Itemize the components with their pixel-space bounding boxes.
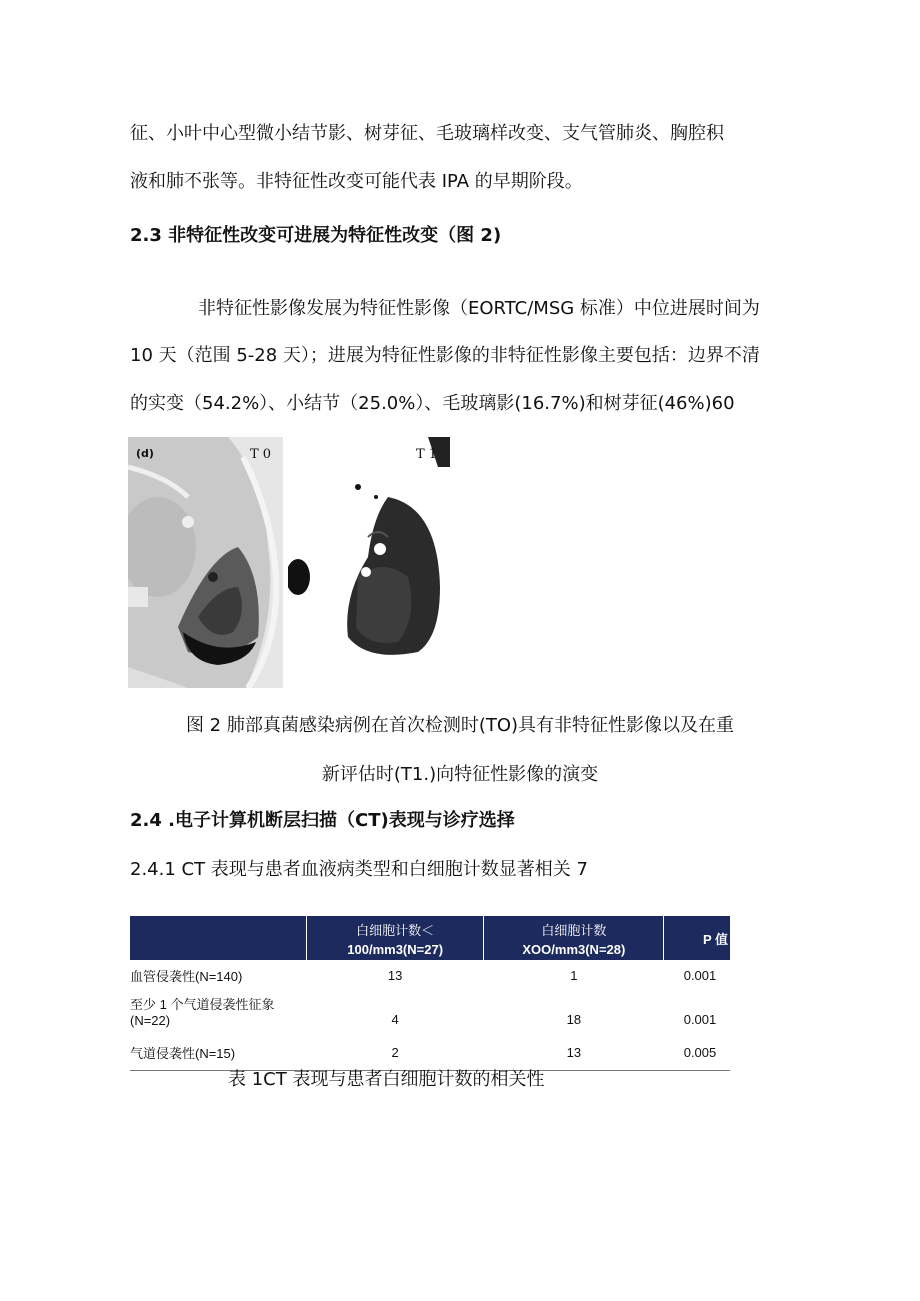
- row-label: 气道侵袭性(N=15): [130, 1036, 306, 1070]
- ct-scan-t0-drawing: [128, 437, 283, 688]
- table-row: [130, 990, 730, 1036]
- paragraph-line: 非特征性影像发展为特征性影像（EORTC/MSG 标准）中位进展时间为: [198, 298, 760, 319]
- panel-label: (d): [136, 447, 154, 460]
- row-label: 至少 1 个气道侵袭性征象 (N=22): [130, 997, 275, 1028]
- section-heading-2-4-1: 2.4.1 CT 表现与患者血液病类型和白细胞计数显著相关 7: [130, 859, 588, 880]
- paragraph-line: 液和肺不张等。非特征性改变可能代表 IPA 的早期阶段。: [130, 171, 583, 192]
- paragraph-line: 10 天（范围 5-28 天）；进展为特征性影像的非特征性影像主要包括：边界不清: [130, 345, 760, 366]
- section-heading-2-4: 2.4 .电子计算机断层扫描（CT)表现与诊疗选择: [130, 810, 515, 831]
- row-value-low: 4: [391, 1011, 399, 1027]
- table-row: [130, 960, 730, 990]
- table-header-label: [130, 916, 306, 960]
- table-header-high-wbc: 白细胞计数 XOO/mm3(N=28): [484, 916, 664, 960]
- row-value-low: 13: [387, 967, 403, 983]
- table-header-p-value: P 值: [664, 916, 730, 960]
- row-value-low: 2: [306, 1036, 484, 1070]
- time-label-t1: T 1: [416, 447, 438, 462]
- figure-caption-line1: 图 2 肺部真菌感染病例在首次检测时(TO)具有非特征性影像以及在重: [185, 715, 735, 736]
- figure-caption-line2: 新评估时(T1.)向特征性影像的演变: [321, 764, 599, 785]
- paragraph-line: 征、小叶中心型微小结节影、树芽征、毛玻璃样改变、支气管肺炎、胸腔积: [130, 123, 724, 144]
- row-value-high: 13: [484, 1036, 664, 1070]
- table-caption: 表 1CT 表现与患者白细胞计数的相关性: [228, 1069, 545, 1090]
- ct-image-t1: [288, 437, 450, 688]
- row-p-value: 0.001: [683, 967, 717, 983]
- table-row: [130, 1036, 730, 1070]
- row-p-value: 0.001: [683, 1011, 717, 1027]
- ct-figure: [128, 437, 450, 688]
- table-header-low-wbc: 白细胞计数＜ 100/mm3(N=27): [306, 916, 484, 960]
- row-value-high: 1: [570, 967, 578, 983]
- wbc-ct-table: [130, 916, 730, 1071]
- row-p-value: 0.005: [664, 1036, 730, 1070]
- ct-image-t0: [128, 437, 283, 688]
- section-heading-2-3: 2.3 非特征性改变可进展为特征性改变（图 2): [130, 225, 502, 246]
- row-label: 血管侵袭性(N=140): [130, 968, 243, 984]
- paragraph-line: 的实变（54.2%）、小结节（25.0%）、毛玻璃影(16.7%)和树芽征(46%)60: [130, 393, 735, 414]
- row-value-high: 18: [566, 1011, 582, 1027]
- time-label-t0: T 0: [250, 447, 272, 462]
- ct-scan-t1-drawing: [288, 437, 450, 688]
- table-header-row: [130, 916, 730, 960]
